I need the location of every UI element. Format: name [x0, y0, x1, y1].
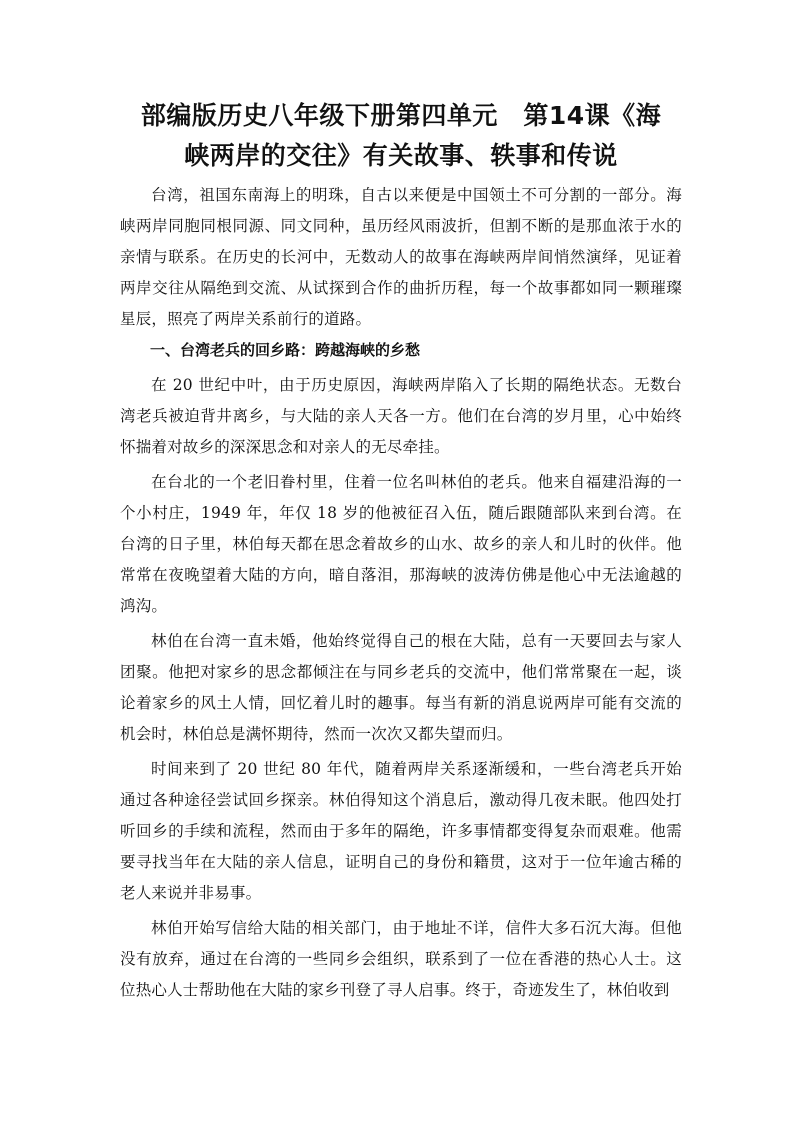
body-paragraph-3: 林伯在台湾一直未婚，他始终觉得自己的根在大陆，总有一天要回去与家人团聚。他把对家乡的思念都倾注在与同乡老兵的交流中，他们常常聚在一起，谈论着家乡的风土人情，回忆着儿时的趣事。每当有新的消息说两岸可能有交流的机会时，林伯总是满怀期待，然而一次次又都失望而归。	[120, 632, 682, 743]
document-title	[120, 96, 682, 176]
body-paragraph-1: 在 20 世纪中叶，由于历史原因，海峡两岸陷入了长期的隔绝状态。无数台湾老兵被迫背井离乡，与大陆的亲人天各一方。他们在台湾的岁月里，心中始终怀揣着对故乡的深深思念和对亲人的无尽牵挂。	[120, 376, 682, 456]
body-paragraph-5: 林伯开始写信给大陆的相关部门，由于地址不详，信件大多石沉大海。但他没有放弃，通过在台湾的一些同乡会组织，联系到了一位在香港的热心人士。这位热心人士帮助他在大陆的家乡刊登了寻人启事。终于，奇迹发生了，林伯收到	[120, 919, 682, 999]
body-paragraph-4: 时间来到了 20 世纪 80 年代，随着两岸关系逐渐缓和，一些台湾老兵开始通过各种途径尝试回乡探亲。林伯得知这个消息后，激动得几夜未眠。他四处打听回乡的手续和流程，然而由于多年的隔绝，许多事情都变得复杂而艰难。他需要寻找当年在大陆的亲人信息，证明自己的身份和籍贯，这对于一位年逾古稀的老人来说并非易事。	[120, 760, 682, 902]
section-heading-1: 一、台湾老兵的回乡路：跨越海峡的乡愁	[150, 341, 421, 359]
body-paragraph-2: 在台北的一个老旧眷村里，住着一位名叫林伯的老兵。他来自福建沿海的一个小村庄，1949 年，年仅 18 岁的他被征召入伍，随后跟随部队来到台湾。在台湾的日子里，林伯每天都在思念着故乡的山水、故乡的亲人和儿时的伙伴。他常常在夜晚望着大陆的方向，暗自落泪，那海峡的波涛仿佛是他心中无法逾越的鸿沟。	[120, 473, 682, 615]
title-line-1: 部编版历史八年级下册第四单元 第14课《海	[140, 101, 662, 130]
intro-paragraph: 台湾，祖国东南海上的明珠，自古以来便是中国领土不可分割的一部分。海峡两岸同胞同根同源、同文同种，虽历经风雨波折，但割不断的是那血浓于水的亲情与联系。在历史的长河中，无数动人的故事在海峡两岸间悄然演绎，见证着两岸交往从隔绝到交流、从试探到合作的曲折历程，每一个故事都如同一颗璀璨星辰，照亮了两岸关系前行的道路。	[120, 186, 682, 328]
title-line-2: 峡两岸的交往》有关故事、轶事和传说	[184, 141, 618, 170]
